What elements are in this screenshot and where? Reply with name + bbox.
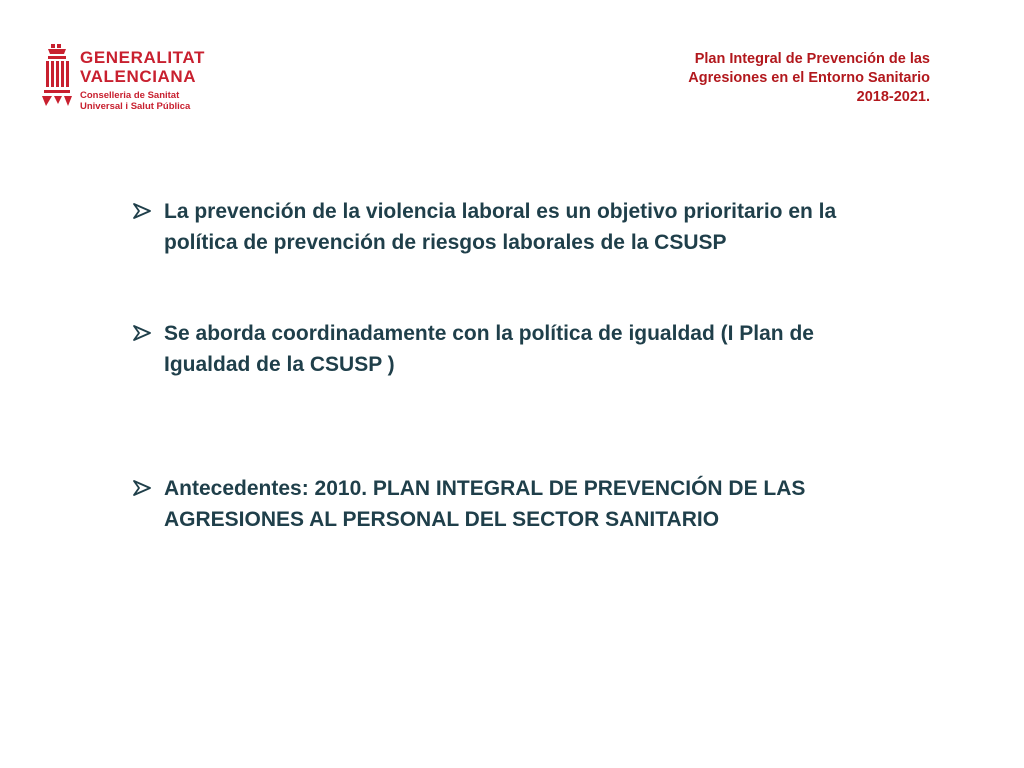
bullet-text (164, 196, 903, 258)
generalitat-logo (42, 44, 242, 116)
plan-title-line: Agresiones en el Entorno Sanitario (688, 70, 930, 86)
logo-department-line: Universal i Salut Pública (80, 101, 191, 112)
arrowhead-bullet-icon (133, 325, 151, 341)
plan-title (688, 50, 930, 107)
plan-title-line: Plan Integral de Prevención de las (694, 51, 930, 67)
plan-title-line: 2018-2021. (856, 89, 930, 105)
bullet-text (164, 473, 903, 535)
bullet-text (164, 318, 903, 380)
bullet-item (133, 473, 903, 535)
generalitat-emblem-icon (42, 44, 72, 106)
logo-name (80, 48, 205, 86)
bullet-line: Se aborda coordinadamente con la política de igualdad (I Plan de (164, 322, 814, 345)
bullet-line: Igualdad de la CSUSP ) (164, 353, 395, 376)
logo-department (80, 90, 190, 112)
arrowhead-bullet-icon (133, 480, 151, 496)
logo-department-line: Conselleria de Sanitat (80, 90, 180, 101)
logo-name-line: GENERALITAT (80, 48, 205, 67)
bullet-line: política de prevención de riesgos laborales de la CSUSP (164, 231, 727, 254)
bullet-line: Antecedentes: 2010. PLAN INTEGRAL DE PREVENCIÓN DE LAS (164, 477, 806, 500)
bullet-item (133, 196, 903, 258)
bullet-line: La prevención de la violencia laboral es un objetivo prioritario en la (164, 200, 837, 223)
logo-name-line: VALENCIANA (80, 67, 197, 86)
arrowhead-bullet-icon (133, 203, 151, 219)
bullet-item (133, 318, 903, 380)
bullet-line: AGRESIONES AL PERSONAL DEL SECTOR SANITARIO (164, 508, 720, 531)
